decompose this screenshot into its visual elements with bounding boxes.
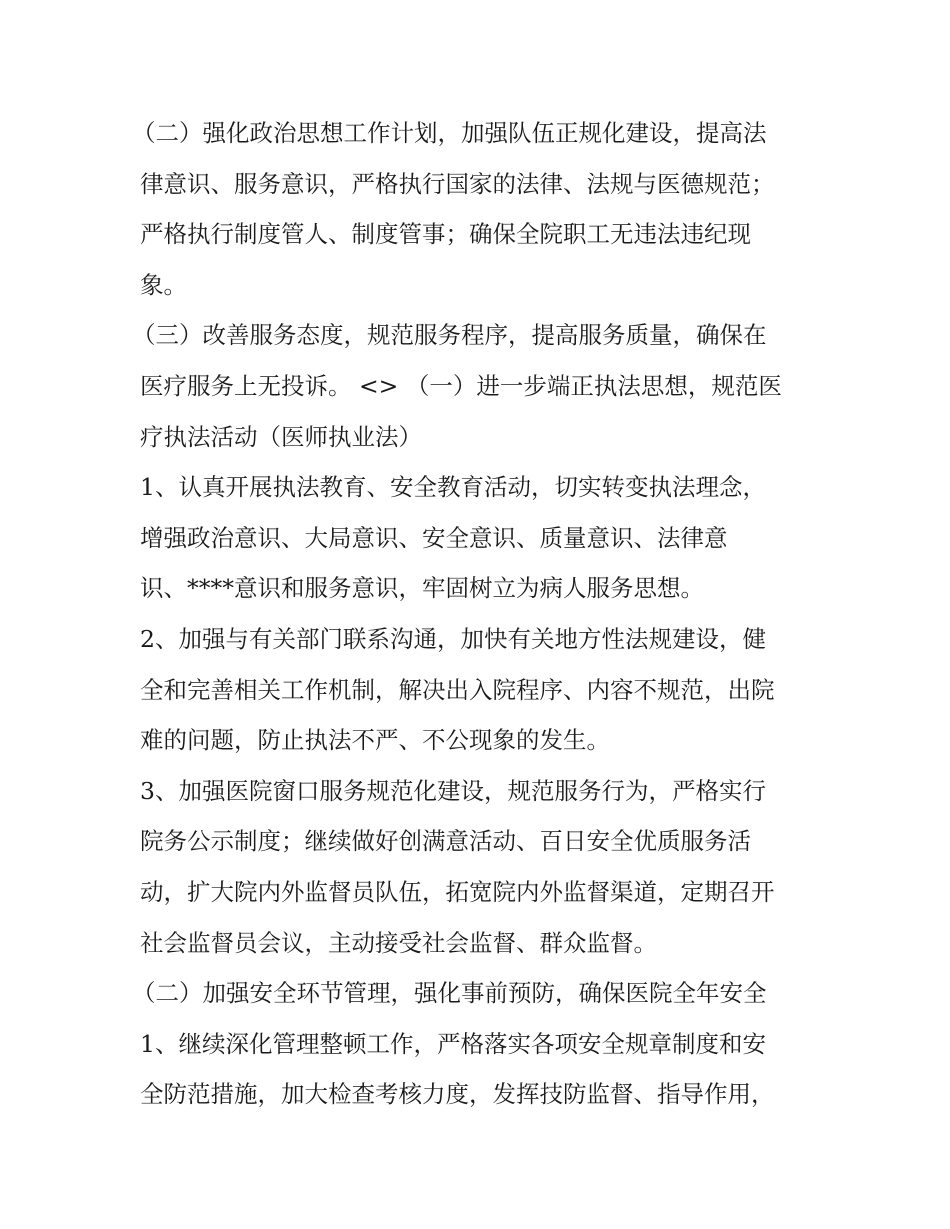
- paragraph-line: 严格执行制度管人、制度管事；确保全院职工无违法违纪现: [140, 220, 751, 249]
- paragraph-line: 医疗服务上无投诉。 <> （一）进一步端正执法思想，规范医: [140, 371, 782, 400]
- paragraph-line: 识、****意识和服务意识，牢固树立为病人服务思想。: [140, 574, 704, 603]
- paragraph-line: 1、认真开展执法教育、安全教育活动，切实转变执法理念，: [140, 473, 766, 502]
- paragraph-line: （二）加强安全环节管理，强化事前预防，确保医院全年安全: [132, 979, 767, 1008]
- paragraph-line: （二）强化政治思想工作计划，加强队伍正规化建设，提高法: [132, 119, 767, 147]
- paragraph-line: 动，扩大院内外监督员队伍，拓宽院内外监督渠道，定期召开: [140, 877, 775, 906]
- paragraph-line: 全防范措施，加大检查考核力度，发挥技防监督、指导作用，: [140, 1080, 775, 1109]
- paragraph-line: 疗执法活动（医师执业法）: [140, 422, 422, 451]
- paragraph-line: 院务公示制度；继续做好创满意活动、百日安全优质服务活: [140, 827, 751, 856]
- paragraph-line: 增强政治意识、大局意识、安全意识、质量意识、法律意: [140, 523, 728, 552]
- paragraph-line: 律意识、服务意识，严格执行国家的法律、法规与医德规范；: [140, 169, 775, 198]
- paragraph-line: 3、加强医院窗口服务规范化建设，规范服务行为，严格实行: [140, 776, 766, 805]
- paragraph-line: 全和完善相关工作机制，解决出入院程序、内容不规范，出院: [140, 675, 775, 704]
- paragraph-line: 1、继续深化管理整顿工作，严格落实各项安全规章制度和安: [140, 1029, 766, 1058]
- paragraph-line: 象。: [140, 270, 187, 299]
- paragraph-line: 社会监督员会议，主动接受社会监督、群众监督。: [140, 928, 657, 957]
- paragraph-line: （三）改善服务态度，规范服务程序，提高服务质量，确保在: [132, 321, 767, 350]
- paragraph-line: 难的问题，防止执法不严、不公现象的发生。: [140, 726, 610, 755]
- document-body: [132, 108, 840, 1120]
- paragraph-line: 2、加强与有关部门联系沟通，加快有关地方性法规建设，健: [140, 624, 766, 653]
